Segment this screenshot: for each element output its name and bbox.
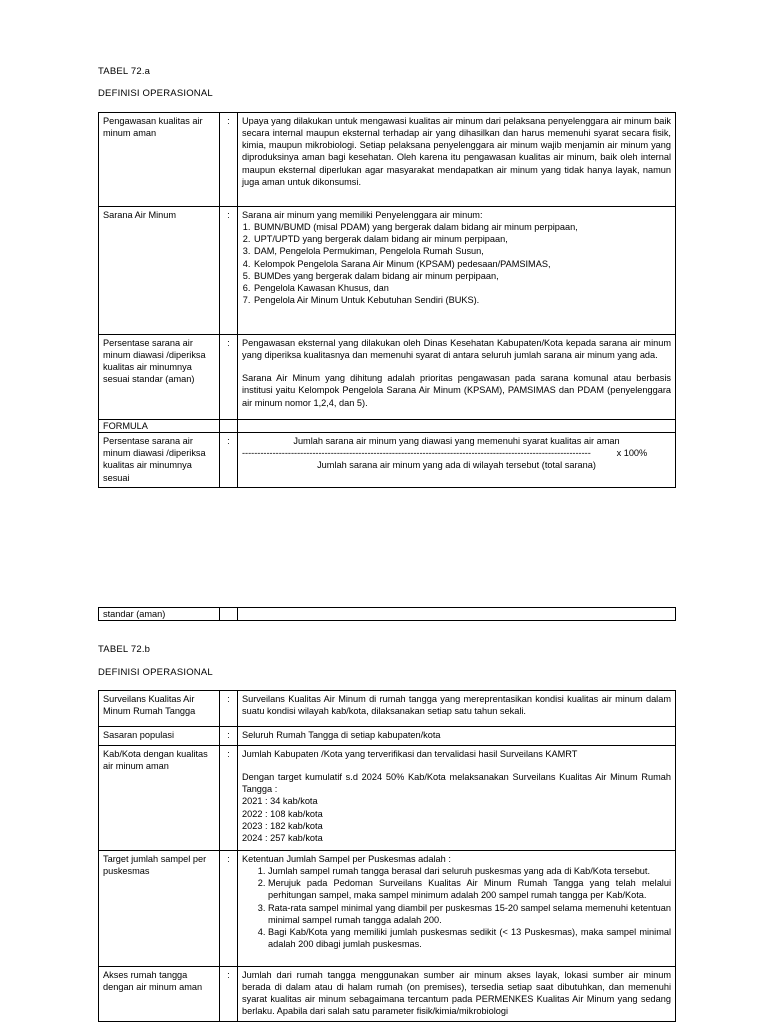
list-item: 2. Merujuk pada Pedoman Surveilans Kualitas Air Minum Rumah Tangga yang telah melalui perhitungan sampel, maka sampel minimum adalah 200 sampel rumah tangga per Kab/Kota. xyxy=(268,877,671,901)
table-row xyxy=(99,746,676,851)
table-a-subtitle: DEFINISI OPERASIONAL xyxy=(98,88,213,99)
list-item: 2023 : 182 kab/kota xyxy=(242,820,323,831)
table-row xyxy=(99,335,676,420)
list-item: 2021 : 34 kab/kota xyxy=(242,796,318,807)
table-row xyxy=(99,851,676,967)
list-item: 1. BUMN/BUMD (misal PDAM) yang bergerak dalam bidang air minum perpipaan, xyxy=(253,221,671,233)
formula-denominator: Jumlah sarana air minum yang ada di wilayah tersebut (total sarana) xyxy=(317,460,596,471)
definition-cell: Surveilans Kualitas Air Minum di rumah tangga yang mereprentasikan kondisi kualitas air minum dalam suatu kondisi wilayah kab/kota, dilaksanakan setiap satu tahun sekali. xyxy=(238,691,676,727)
list-item: 7. Pengelola Air Minum Untuk Kebutuhan Sendiri (BUKS). xyxy=(253,294,671,306)
definition-cell xyxy=(238,746,676,851)
sample-rules-list xyxy=(242,865,671,950)
list-item: 3. Rata-rata sampel minimal yang diambil per puskesmas 15-20 sampel selama memenuhi ketentuan minimal sampel rumah tangga adalah 200. xyxy=(268,902,671,926)
colon: : xyxy=(220,433,238,488)
table-a-continuation xyxy=(98,607,676,621)
colon: : xyxy=(220,207,238,335)
term-cell: Persentase sarana air minum diawasi /diperiksa kualitas air minumnya sesuai standar (aman) xyxy=(99,335,220,420)
table-a xyxy=(98,112,676,488)
table-row xyxy=(99,691,676,727)
formula-header: FORMULA xyxy=(99,420,220,433)
operator-list xyxy=(242,221,671,306)
formula-numerator: Jumlah sarana air minum yang diawasi yang memenuhi syarat kualitas air aman xyxy=(293,436,620,447)
definition-cell xyxy=(238,851,676,967)
table-b-subtitle: DEFINISI OPERASIONAL xyxy=(98,667,213,678)
definition-cell xyxy=(238,207,676,335)
table-row xyxy=(99,727,676,746)
table-row xyxy=(99,433,676,488)
list-item: 2024 : 257 kab/kota xyxy=(242,832,323,843)
table-b-title: TABEL 72.b xyxy=(98,644,151,655)
table-row xyxy=(99,420,676,433)
table-row xyxy=(99,608,676,621)
formula-divider xyxy=(242,447,671,459)
definition-cell: Upaya yang dilakukan untuk mengawasi kualitas air minum dari pelaksana penyelenggara air minum baik secara internal maupun eksternal terhadap air yang dihasilkan dan harus memenuhi syarat secara fisik, kimia, maupun mikrobiologi. Setiap pelaksana penyelenggara air minum wajib menjamin air minum yang diproduksinya aman bagi kesehatan. Oleh karena itu pengawasan kualitas air minum, baik oleh internal maupun eksternal diperlukan agar masyarakat mendapatkan air minum yang tidak hanya layak, namun juga aman untuk dikonsumsi. xyxy=(238,113,676,207)
definition-cell: Jumlah dari rumah tangga menggunakan sumber air minum akses layak, lokasi sumber air minum berada di dalam atau di halam rumah (on premises), tersedia setiap saat dibutuhkan, dan memenuhi syarat kualitas air minum sebagaimana tercantum pada PERMENKES Kualitas Air Minum yang sedang berlaku. Apabila dari salah satu parameter fisik/kimia/mikrobiologi xyxy=(238,967,676,1022)
definition-paragraph: Pengawasan eksternal yang dilakukan oleh Dinas Kesehatan Kabupaten/Kota kepada sarana air minum yang diperiksa kualitasnya dan memenuhi syarat di antara seluruh jumlah sarana air minum yang ada. xyxy=(242,338,671,361)
colon: : xyxy=(220,851,238,967)
list-item: 5. BUMDes yang bergerak dalam bidang air minum perpipaan, xyxy=(253,270,671,282)
list-item: 6. Pengelola Kawasan Khusus, dan xyxy=(253,282,671,294)
formula-multiplier: x 100% xyxy=(616,448,648,459)
definition-paragraph: Sarana Air Minum yang dihitung adalah prioritas pengawasan pada sarana komunal atau berbasis institusi yaitu Kelompok Pengelola Sarana Air Minum (KPSAM), PAMSIMAS dan PDAM (penyelenggara air minum nomor 1,2,4, dan 5). xyxy=(242,373,671,408)
table-b xyxy=(98,690,676,1022)
definition-intro: Ketentuan Jumlah Sampel per Puskesmas adalah : xyxy=(242,854,451,864)
term-cell: Surveilans Kualitas Air Minum Rumah Tangga xyxy=(99,691,220,727)
term-cell: Akses rumah tangga dengan air minum aman xyxy=(99,967,220,1022)
colon: : xyxy=(220,691,238,727)
colon: : xyxy=(220,727,238,746)
definition-paragraph: Dengan target kumulatif s.d 2024 50% Kab/Kota melaksanakan Surveilans Kualitas Air Minum Rumah Tangga : xyxy=(242,772,671,795)
table-a-title: TABEL 72.a xyxy=(98,66,151,77)
colon: : xyxy=(220,113,238,207)
definition-cell xyxy=(238,335,676,420)
colon: : xyxy=(220,967,238,1022)
list-item: 2. UPT/UPTD yang bergerak dalam bidang air minum perpipaan, xyxy=(253,233,671,245)
definition-intro: Sarana air minum yang memiliki Penyelenggara air minum: xyxy=(242,210,483,220)
formula-cell xyxy=(238,433,676,488)
table-row xyxy=(99,967,676,1022)
list-item: 3. DAM, Pengelola Permukiman, Pengelola Rumah Susun, xyxy=(253,245,671,257)
list-item: 1. Jumlah sampel rumah tangga berasal dari seluruh puskesmas yang ada di Kab/Kota tersebut. xyxy=(268,865,671,877)
colon: : xyxy=(220,746,238,851)
term-cell: standar (aman) xyxy=(99,608,220,621)
term-cell: Sarana Air Minum xyxy=(99,207,220,335)
dash-line: ------------------------------------------------------------------------------------------------------------------ xyxy=(242,448,591,459)
table-row xyxy=(99,113,676,207)
target-list xyxy=(242,795,671,844)
term-cell: Persentase sarana air minum diawasi /diperiksa kualitas air minumnya sesuai xyxy=(99,433,220,488)
term-cell: Kab/Kota dengan kualitas air minum aman xyxy=(99,746,220,851)
list-item: 4. Kelompok Pengelola Sarana Air Minum (KPSAM) pedesaan/PAMSIMAS, xyxy=(253,258,671,270)
term-cell: Target jumlah sampel per puskesmas xyxy=(99,851,220,967)
list-item: 4. Bagi Kab/Kota yang memiliki jumlah puskesmas sedikit (< 13 Puskesmas), maka sampel minimal adalah 200 dibagi jumlah puskesmas. xyxy=(268,926,671,950)
colon: : xyxy=(220,335,238,420)
table-row xyxy=(99,207,676,335)
definition-cell: Seluruh Rumah Tangga di setiap kabupaten/kota xyxy=(238,727,676,746)
term-cell: Pengawasan kualitas air minum aman xyxy=(99,113,220,207)
list-item: 2022 : 108 kab/kota xyxy=(242,808,323,819)
definition-line: Jumlah Kabupaten /Kota yang terverifikasi dan tervalidasi hasil Surveilans KAMRT xyxy=(242,749,578,759)
term-cell: Sasaran populasi xyxy=(99,727,220,746)
